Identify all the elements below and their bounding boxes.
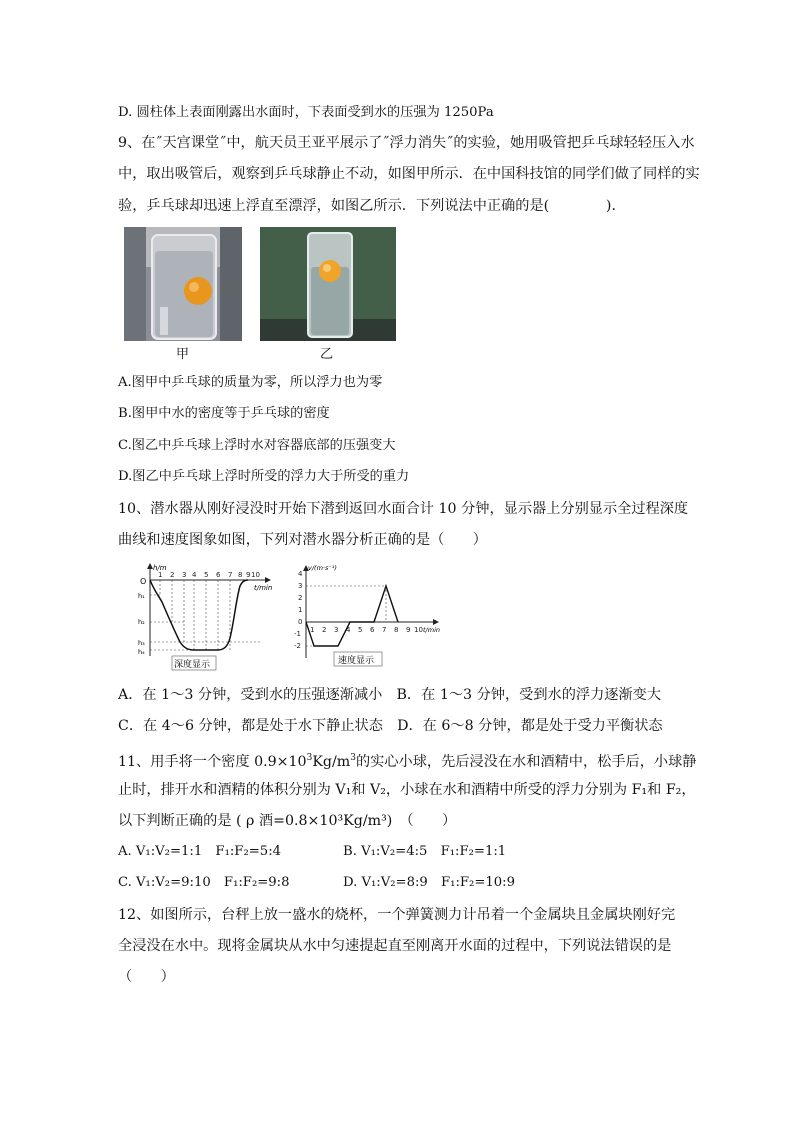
q10-options-cd: C．在 4～6 分钟，都是处于水下静止状态 D．在 6～8 分钟，都是处于受力平衡状态: [118, 718, 663, 734]
speed-graph-xtick-7: 7: [382, 626, 387, 634]
speed-graph-ytick-4: 4: [298, 570, 303, 578]
q9-option-b: B.图甲中水的密度等于乒乓球的密度: [118, 406, 330, 421]
depth-graph-ytick-1: h₁: [138, 592, 145, 600]
depth-graph-xlabel: t/min: [254, 584, 273, 592]
depth-graph-origin: O: [140, 577, 147, 586]
q9-stem-3: 验，乒乓球却迅速上浮直至漂浮，如图乙所示．下列说法中正确的是( )．: [118, 198, 626, 214]
line-d8: D. 圆柱体上表面刚露出水面时，下表面受到水的压强为 1250Pa: [118, 105, 494, 120]
speed-graph-xtick-5: 5: [358, 626, 363, 634]
q10-stem-1: 10、潜水器从刚好浸没时开始下潜到返回水面合计 10 分钟，显示器上分别显示全过程深度: [118, 501, 689, 517]
depth-graph-xtick-7: 7: [228, 571, 233, 579]
q10-options-ab: A．在 1～3 分钟，受到水的压强逐渐减小 B．在 1～3 分钟，受到水的浮力逐渐变大: [118, 687, 662, 703]
depth-graph-ytick-3: h₃: [138, 639, 145, 647]
speed-graph-caption: 速度显示: [338, 656, 375, 666]
q11-stem-3: 以下判断正确的是 ( ρ 酒=0.8×10³Kg/m³) （ ）: [118, 813, 457, 829]
q11-stem-1e: 的实心小球，先后浸没在水和酒精中，松手后，小球静: [355, 754, 697, 770]
speed-graph-ytick-0: 0: [298, 618, 303, 626]
q11-option-d: D. V₁:V₂=8:9 F₁:F₂=10:9: [343, 875, 515, 890]
depth-graph-ytick-4: h₄: [138, 648, 145, 656]
speed-graph-ytick-1: 1: [298, 606, 303, 614]
speed-graph-xlabel: t/min: [423, 626, 440, 634]
depth-graph-caption: 深度显示: [174, 660, 211, 670]
speed-curve: [306, 586, 398, 646]
q11-stem-2: 止时，排开水和酒精的体积分别为 V₁和 V₂，小球在水和酒精中所受的浮力分别为 F₁和 F₂，: [118, 782, 696, 798]
q9-option-c: C.图乙中乒乓球上浮时水对容器底部的压强变大: [118, 438, 396, 453]
depth-graph-xtick-9: 9: [246, 571, 251, 579]
speed-graph-xtick-9: 9: [406, 626, 411, 634]
depth-graph-xticks: [158, 571, 260, 579]
speed-graph-xtick-8: 8: [394, 626, 399, 634]
photo-yi-caption: 乙: [320, 347, 334, 362]
speed-graph-xtick-3: 3: [334, 626, 339, 634]
depth-graph-ytick-2: h₂: [138, 618, 145, 626]
q9-stem-1: 9、在˝天宫课堂˝中，航天员王亚平展示了˝浮力消失˝的实验，她用吸管把乒乓球轻轻压入水: [118, 135, 695, 151]
q11-stem-1d: 3: [350, 753, 356, 763]
depth-graph-xtick-1: 1: [158, 571, 163, 579]
q12-stem-1: 12、如图所示，台秤上放一盛水的烧杯，一个弹簧测力计吊着一个金属块且金属块刚好完: [118, 907, 676, 923]
q11-stem-1b: 3: [306, 753, 313, 763]
depth-graph-xtick-5: 5: [204, 571, 209, 579]
depth-graph: [138, 560, 278, 672]
q11-stem-1: [118, 748, 696, 772]
speed-graph-ytick-m1: -1: [294, 630, 301, 638]
speed-graph-xtick-6: 6: [370, 626, 375, 634]
q10-stem-2: 曲线和速度图象如图，下列对潜水器分析正确的是（ ）: [118, 532, 487, 548]
q9-option-d: D.图乙中乒乓球上浮时所受的浮力大于所受的重力: [118, 469, 410, 484]
q11-option-b: B. V₁:V₂=4:5 F₁:F₂=1:1: [343, 844, 507, 859]
photo-yi: [260, 227, 396, 341]
q9-option-a: A.图甲中乒乓球的质量为零，所以浮力也为零: [118, 375, 383, 390]
q11-stem-1a: 11、用手将一个密度 0.9×10: [118, 754, 307, 770]
q11-stem-1c: Kg/m: [312, 754, 351, 770]
depth-graph-xtick-3: 3: [182, 571, 187, 579]
speed-graph-ytick-2: 2: [298, 594, 303, 602]
speed-graph-xtick-4: 4: [346, 626, 351, 634]
speed-graph-ylabel: v/(m·s⁻¹): [308, 564, 337, 572]
depth-graph-ylabel: h/m: [153, 564, 167, 572]
depth-graph-xtick-4: 4: [192, 571, 197, 579]
speed-graph: [288, 560, 448, 672]
speed-graph-ytick-m2: -2: [294, 642, 301, 650]
q11-option-c: C. V₁:V₂=9:10 F₁:F₂=9:8: [118, 875, 290, 890]
q11-option-a: A. V₁:V₂=1:1 F₁:F₂=5:4: [118, 844, 282, 859]
speed-graph-xtick-1: 1: [310, 626, 315, 634]
depth-graph-xtick-6: 6: [216, 571, 221, 579]
speed-graph-xtick-2: 2: [322, 626, 327, 634]
photo-jia-caption: 甲: [176, 347, 190, 362]
depth-graph-xtick-8: 8: [238, 571, 243, 579]
depth-graph-xtick-10: 10: [251, 571, 260, 579]
q12-stem-3: （ ）: [118, 969, 175, 985]
speed-graph-xtick-10: 10: [414, 626, 423, 634]
depth-graph-xtick-2: 2: [170, 571, 175, 579]
speed-graph-ytick-3: 3: [298, 582, 303, 590]
q12-stem-2: 全浸没在水中。现将金属块从水中匀速提起直至刚离开水面的过程中，下列说法错误的是: [118, 938, 672, 954]
photo-jia: [124, 227, 242, 341]
q9-stem-2: 中，取出吸管后，观察到乒乓球静止不动，如图甲所示．在中国科技馆的同学们做了同样的实: [118, 166, 700, 182]
depth-curve: [150, 580, 248, 650]
